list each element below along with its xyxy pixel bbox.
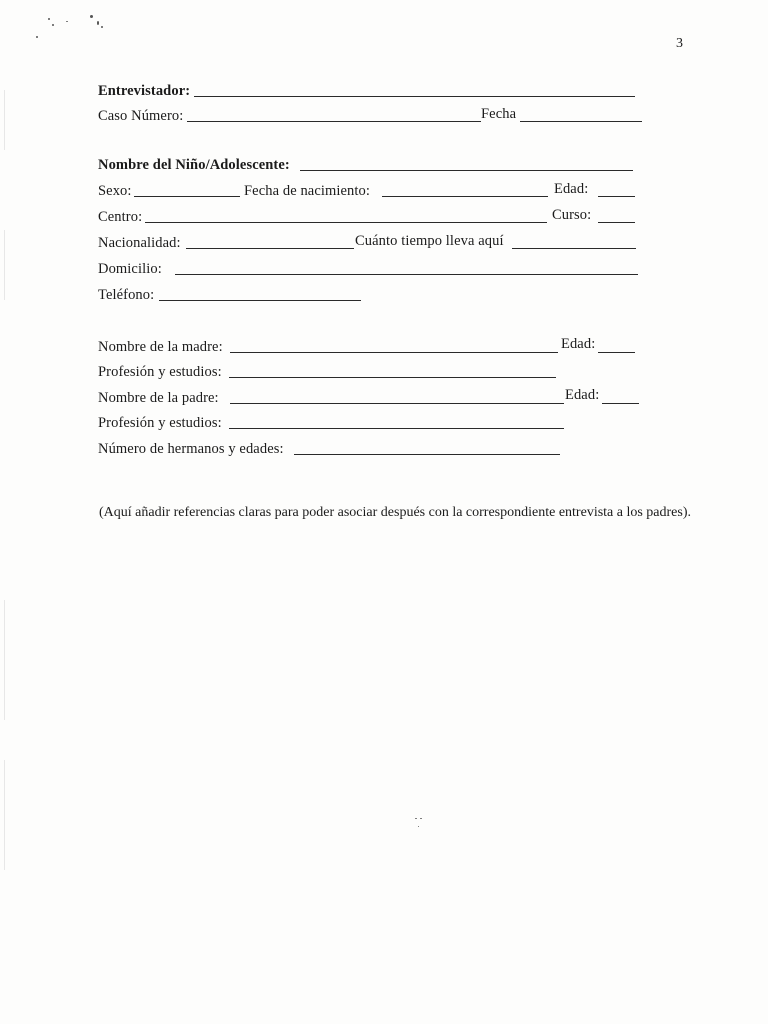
father-profession-row	[98, 413, 658, 433]
child-name-label: Nombre del Niño/Adolescente:	[98, 157, 290, 173]
center-label: Centro:	[98, 209, 143, 225]
time-here-label: Cuánto tiempo lleva aquí	[355, 233, 504, 249]
mother-name-row	[98, 337, 658, 357]
phone-row	[98, 285, 658, 305]
father-name-label: Nombre de la padre:	[98, 390, 219, 406]
address-field[interactable]	[175, 274, 638, 275]
child-name-field[interactable]	[300, 170, 633, 171]
address-label: Domicilio:	[98, 261, 162, 277]
grade-field[interactable]	[598, 222, 635, 223]
scan-speck	[101, 26, 103, 28]
sex-label: Sexo:	[98, 183, 132, 199]
father-profession-label: Profesión y estudios:	[98, 415, 222, 431]
father-age-field[interactable]	[602, 403, 639, 404]
case-row	[98, 106, 658, 126]
father-profession-field[interactable]	[229, 428, 564, 429]
birth-date-field[interactable]	[382, 196, 548, 197]
case-number-field[interactable]	[187, 121, 481, 122]
address-row	[98, 259, 658, 279]
interviewer-field[interactable]	[194, 96, 635, 97]
child-name-row	[98, 155, 658, 175]
case-number-label: Caso Número:	[98, 108, 184, 124]
scan-speck	[420, 818, 422, 819]
page-number: 3	[676, 36, 683, 51]
scan-edge-mark	[4, 760, 5, 870]
scan-edge-mark	[4, 600, 5, 720]
date-field[interactable]	[520, 121, 642, 122]
mother-name-label: Nombre de la madre:	[98, 339, 223, 355]
scan-speck	[52, 24, 54, 26]
scan-speck	[48, 18, 50, 20]
siblings-row	[98, 439, 658, 459]
scan-edge-mark	[4, 230, 5, 300]
grade-label: Curso:	[552, 207, 592, 223]
nationality-field[interactable]	[186, 248, 354, 249]
note-paragraph: (Aquí añadir referencias claras para poder asociar después con la correspondiente entrevista a los padres).	[99, 505, 692, 520]
child-age-label: Edad:	[554, 181, 589, 197]
father-age-label: Edad:	[565, 387, 600, 403]
mother-profession-row	[98, 362, 658, 382]
mother-age-label: Edad:	[561, 336, 596, 352]
scan-edge-mark	[4, 90, 5, 150]
scan-speck	[66, 21, 68, 22]
sex-field[interactable]	[134, 196, 240, 197]
phone-label: Teléfono:	[98, 287, 155, 303]
date-label: Fecha	[481, 106, 517, 122]
scan-speck	[90, 15, 93, 18]
father-name-row	[98, 388, 658, 408]
scan-speck	[415, 818, 417, 819]
scan-speck	[97, 21, 99, 25]
sex-row	[98, 181, 658, 201]
siblings-field[interactable]	[294, 454, 560, 455]
mother-name-field[interactable]	[230, 352, 558, 353]
mother-profession-label: Profesión y estudios:	[98, 364, 222, 380]
nationality-label: Nacionalidad:	[98, 235, 181, 251]
birth-date-label: Fecha de nacimiento:	[244, 183, 371, 199]
interviewer-label: Entrevistador:	[98, 83, 191, 99]
scan-speck	[36, 36, 38, 38]
father-name-field[interactable]	[230, 403, 564, 404]
nationality-row	[98, 233, 658, 253]
mother-age-field[interactable]	[598, 352, 635, 353]
time-here-field[interactable]	[512, 248, 636, 249]
siblings-label: Número de hermanos y edades:	[98, 441, 284, 457]
child-age-field[interactable]	[598, 196, 635, 197]
center-field[interactable]	[145, 222, 547, 223]
phone-field[interactable]	[159, 300, 361, 301]
interviewer-row	[98, 81, 658, 101]
mother-profession-field[interactable]	[229, 377, 556, 378]
center-row	[98, 207, 658, 227]
scan-speck	[418, 826, 419, 827]
